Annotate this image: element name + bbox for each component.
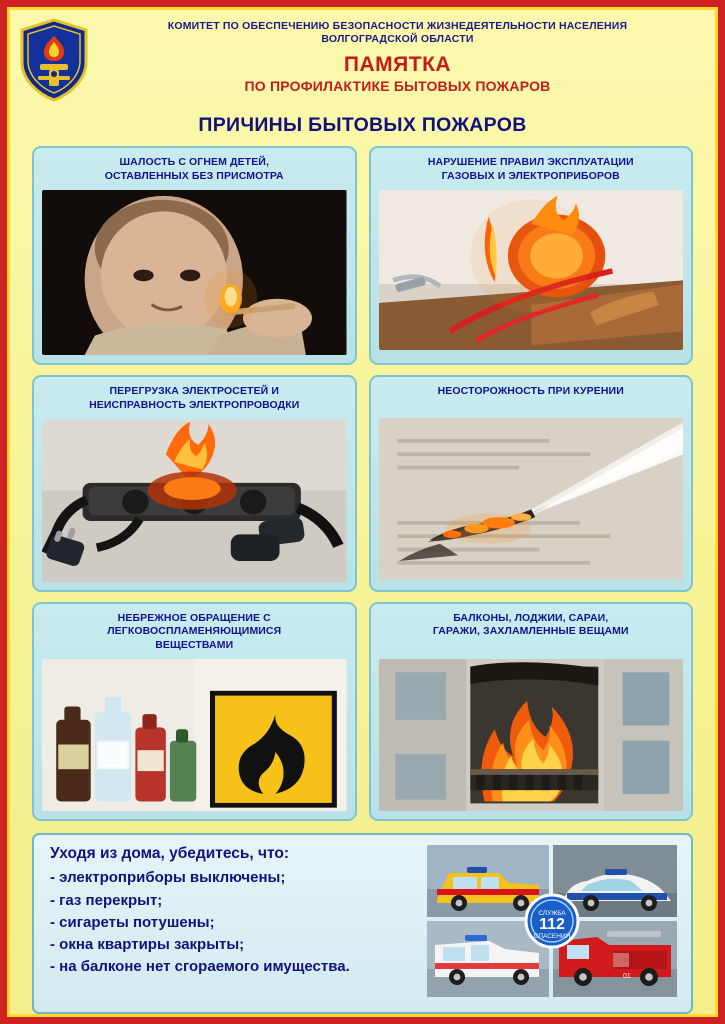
page-subtitle: ПО ПРОФИЛАКТИКЕ БЫТОВЫХ ПОЖАРОВ	[244, 78, 551, 95]
cause-card-title	[89, 385, 299, 412]
poster-inner-frame	[7, 7, 718, 1017]
causes-grid	[10, 146, 715, 821]
page-title: ПАМЯТКА	[343, 53, 452, 77]
photo-smoldering-cigarette	[379, 418, 684, 580]
cause-title-line-2: НЕИСПРАВНОСТЬ ЭЛЕКТРОПРОВОДКИ	[89, 398, 300, 411]
checklist-item: - сигареты потушены;	[50, 913, 215, 931]
checklist-item: - окна квартиры закрыты;	[50, 936, 245, 954]
emergency-label-bottom: СПАСЕНИЯ	[533, 933, 571, 941]
cause-title-line-1: НЕБРЕЖНОЕ ОБРАЩЕНИЕ С	[117, 611, 271, 624]
cause-card-title	[428, 156, 634, 183]
cause-title-line-1: ПЕРЕГРУЗКА ЭЛЕКТРОСЕТЕЙ И	[109, 385, 279, 398]
cause-card-title	[438, 385, 624, 411]
cause-card-title	[107, 612, 281, 653]
cause-card-title	[433, 612, 629, 652]
checklist-item: - электроприборы выключены;	[50, 869, 286, 887]
cause-card-children-matches	[32, 146, 357, 365]
org-line-1: КОМИТЕТ ПО ОБЕСПЕЧЕНИЮ БЕЗОПАСНОСТИ ЖИЗНЕДЕЯТЕЛЬНОСТИ НАСЕЛЕНИЯ	[167, 20, 628, 32]
checklist-heading: Уходя из дома, убедитесь, что:	[50, 845, 290, 863]
checklist-text	[50, 845, 417, 980]
cause-card-title	[105, 156, 284, 183]
cause-card-flammable-substances	[32, 602, 357, 822]
cause-title-line-2: ГАРАЖИ, ЗАХЛАМЛЕННЫЕ ВЕЩАМИ	[432, 625, 629, 638]
photo-burning-power-strip	[42, 420, 347, 582]
cause-title-line-2: ОСТАВЛЕННЫХ БЕЗ ПРИСМОТРА	[104, 169, 284, 182]
checklist-item: - газ перекрыт;	[50, 891, 163, 909]
emblem-fire-service-icon	[18, 18, 90, 102]
photo-balcony-fire	[379, 659, 684, 811]
checklist-item: - на балконе нет сгораемого имущества.	[50, 958, 350, 976]
cause-card-appliance-misuse	[369, 146, 694, 365]
header	[10, 10, 715, 110]
cause-card-careless-smoking	[369, 375, 694, 591]
cause-card-cluttered-balcony	[369, 602, 694, 822]
photo-emergency-vehicles	[427, 845, 677, 997]
cause-title-line-2: ЛЕГКОВОСПЛАМЕНЯЮЩИМИСЯ	[107, 625, 282, 638]
cause-title-line-1: НАРУШЕНИЕ ПРАВИЛ ЭКСПЛУАТАЦИИ	[427, 156, 634, 168]
section-title: ПРИЧИНЫ БЫТОВЫХ ПОЖАРОВ	[198, 114, 527, 136]
photo-burning-electric-heater	[379, 190, 684, 350]
cause-title-line-3: ВЕЩЕСТВАМИ	[155, 638, 234, 651]
header-text-block	[90, 16, 705, 94]
checklist-panel	[32, 833, 693, 1014]
cause-title-line-1: ШАЛОСТЬ С ОГНЕМ ДЕТЕЙ,	[119, 156, 269, 168]
cause-title-line-1: НЕОСТОРОЖНОСТЬ ПРИ КУРЕНИИ	[437, 385, 624, 398]
cause-title-line-1: БАЛКОНЫ, ЛОДЖИИ, САРАИ,	[453, 611, 609, 624]
cause-title-line-2: ГАЗОВЫХ И ЭЛЕКТРОПРИБОРОВ	[441, 169, 620, 182]
org-line-2: ВОЛГОГРАДСКОЙ ОБЛАСТИ	[321, 33, 474, 46]
svg-text:01: 01	[623, 973, 631, 981]
photo-child-with-match	[42, 190, 347, 355]
emergency-number: 112	[539, 916, 565, 934]
cause-card-overloaded-wiring	[32, 375, 357, 591]
emergency-label-top: СЛУЖБА	[538, 910, 566, 918]
photo-flammable-liquids	[42, 659, 347, 811]
